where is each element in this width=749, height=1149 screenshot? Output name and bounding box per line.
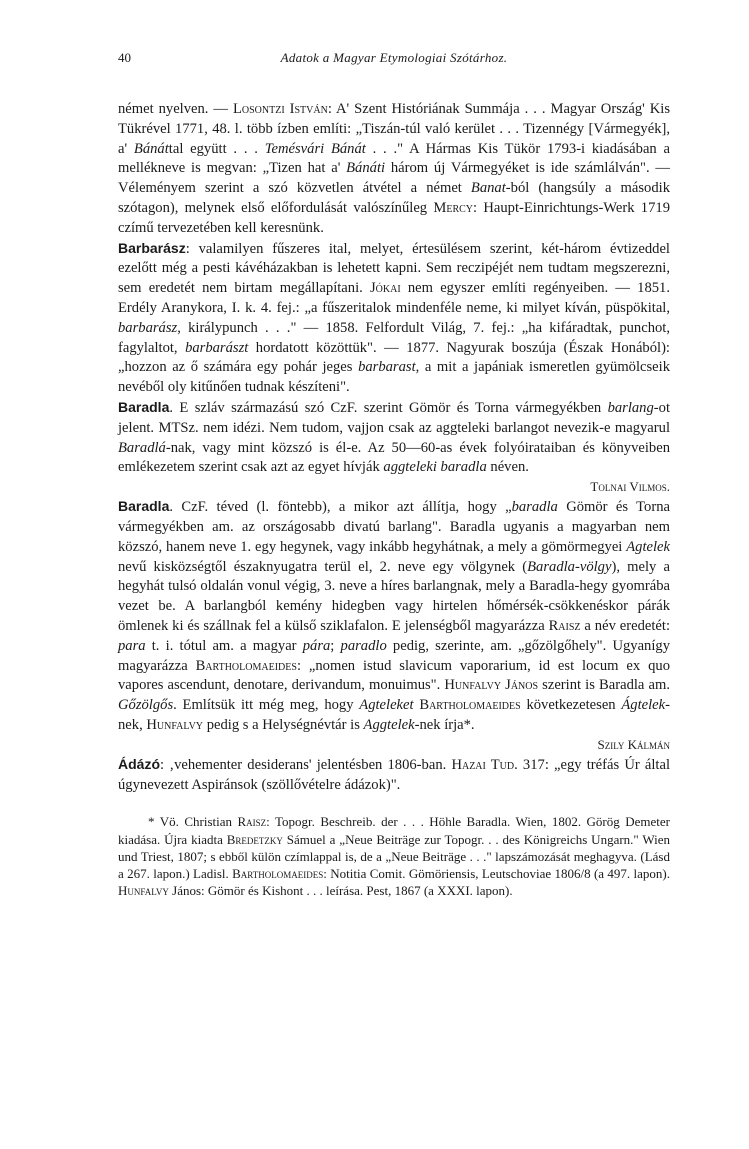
- dictionary-entry: Baradla. E szláv származású szó CzF. szerint Gömör és Torna vármegyékben barlang-ot jelent. MTSz. nem idézi. Nem tudom, vajjon csak az aggteleki barlangot nevezik-e magyarul Baradlá-nak, vagy mint közszó is él-e. Az 50—60-as évek folyóirataiban és könyveiben emlékezetem szerint csak azt az egyet hívják aggteleki baradla néven.: [118, 398, 670, 476]
- entry-headword: Barbarász: [118, 239, 186, 256]
- author-name: Bartholomaeides: [419, 697, 521, 714]
- book-page: [118, 50, 670, 899]
- entry-headword: Ádázó: [118, 755, 160, 772]
- continuation-paragraph: német nyelven. — Losontzi István: A' Szent Históriának Summája . . . Magyar Ország' Kis Tükrével 1771, 48. l. több ízben említi: „Tiszán-túl való kerület . . . Tizennégy [Vármegyék], a' Bánáttal együtt . . . Temésvári Bánát . . ." A Hármas Kis Tükör 1793-i kiadásában a mellékneve is megvan: „Tizen hat a' Bánáti három új Vármegyéket is ide számlálván". — Véleményem szerint a szó közvetlen átvétel a német Banat-ból (hangsúly a második szótagon), melynek első előfordulását valószínűleg Mercy: Haupt-Einrichtungs-Werk 1719 czímű tervezetében kell keresnünk.: [118, 101, 671, 236]
- dictionary-entry: Ádázó: ‚vehementer desiderans' jelentésben 1806-ban. Hazai Tud. 317: „egy tréfás Úr által úgynevezett Aspiránsok (szöllővételre ádázok)".: [118, 755, 670, 793]
- footnote: [118, 813, 670, 899]
- author-name: Hunfalvy: [146, 716, 204, 733]
- page-header: [118, 50, 670, 72]
- footnote-text: * Vö. Christian Raisz: Topogr. Beschreib. der . . . Höhle Baradla. Wien, 1802. Görög Demeter kiadása. Újra kiadta Bredetzky Sámuel a „Neue Beiträge zur Topogr. . . des Königreichs Ungarn." Wien und Triest, 1807; s ebből külön czímlappal is, de a „Neue Beiträge . . ." lapszámozását meghagyva. (Lásd a 267. lapon.) Ladisl. Bartholomaeides: Notitia Comit. Gömöriensis, Leutschoviae 1806/8 (a 497. lapon). Hunfalvy János: Gömör és Kishont . . . leírása. Pest, 1867 (a XXXI. lapon).: [118, 814, 670, 899]
- entry-headword: Baradla: [118, 498, 170, 515]
- author-name: Bartholomaeides: [195, 657, 297, 674]
- dictionary-entry: Barbarász: valamilyen fűszeres ital, melyet, értesülésem szerint, két-három évtizeddel ezelőtt még a pesti kávéházakban is lehetett kapni. Sem reczipéjét nem tudtam megszerezni, sem eredetét nem birtam megállapítani. Jókai nem egyszer említi regényeiben. — 1851. Erdély Aranykora, I. k. 4. fej.: „a fűszeritalok mindenféle neme, ki milyet kíván, püspökital, barbarász, királypunch . . ." — 1858. Felfordult Világ, 7. fej.: „ha kifáradtak, punchot, fagylaltot, barbarászt hordatott közöttük". — 1877. Nagyurak boszúja (Észak Honából): „hozzon az ő számára egy pohár jeges barbarast, a mit a japániak ismeretlen gyümölcseik nevéből oly kitűnően tudnak készíteni".: [118, 239, 671, 396]
- author-name: Bredetzky: [226, 831, 283, 847]
- page-number: 40: [118, 50, 131, 65]
- entry-signature: Szily Kálmán: [597, 736, 670, 752]
- entry-headword: Baradla: [118, 398, 170, 415]
- author-name: Mercy: [433, 199, 474, 216]
- author-name: Losontzi István: [232, 101, 328, 117]
- author-name: Hazai Tud.: [451, 756, 518, 773]
- entry-signature: Tolnai Vilmos.: [590, 479, 670, 495]
- main-text: [118, 100, 670, 795]
- author-name: Raisz: [237, 814, 267, 830]
- author-name: Hunfalvy János: [444, 677, 539, 694]
- author-name: Bartholomaeides: [232, 865, 324, 881]
- author-name: Raisz: [548, 617, 581, 634]
- author-name: Jókai: [369, 280, 401, 297]
- running-title: Adatok a Magyar Etymologiai Szótárhoz.: [280, 50, 508, 65]
- dictionary-entry: Baradla. CzF. téved (l. föntebb), a mikor azt állítja, hogy „baradla Gömör és Torna vármegyékben am. az országosabb divatú barlang". Baradla ugyanis a magyarban nem közszó, hanem neve 1. egy hegynek, vagy inkább hegyhátnak, a mely a gömörmegyei Agtelek nevű kisközségtől északnyugatra terül el, 2. neve egy völgynek (Baradla-völgy), mely a hegyhát tulsó oldalán vonul végig, 3. neve a híres barlangnak, mely a Baradla-hegy gyomrába vezet be. A barlangból kemény hidegben vagy hirtelen hőmérsék-csökkenéskor párák ömlenek ki és szállnak fel a külső sziklafalon. E jelenségből magyarázza Raisz a név eredetét: para t. i. tótul am. a magyar pára; paradlo pedig, szerinte, am. „gőzölgőhely". Ugyanígy magyarázza Bartholomaeides: „nomen istud slavicum vaporarium, id est locum ex quo vapores ascendunt, denotare, derivandum, monuimus". Hunfalvy János szerint is Baradla am. Gőzölgős. Említsük itt még meg, hogy Agteleket Bartholomaeides következetesen Ágtelek-nek, Hunfalvy pedig s a Helységnévtár is Aggtelek-nek írja*.: [118, 498, 670, 733]
- author-name: Hunfalvy: [118, 883, 169, 899]
